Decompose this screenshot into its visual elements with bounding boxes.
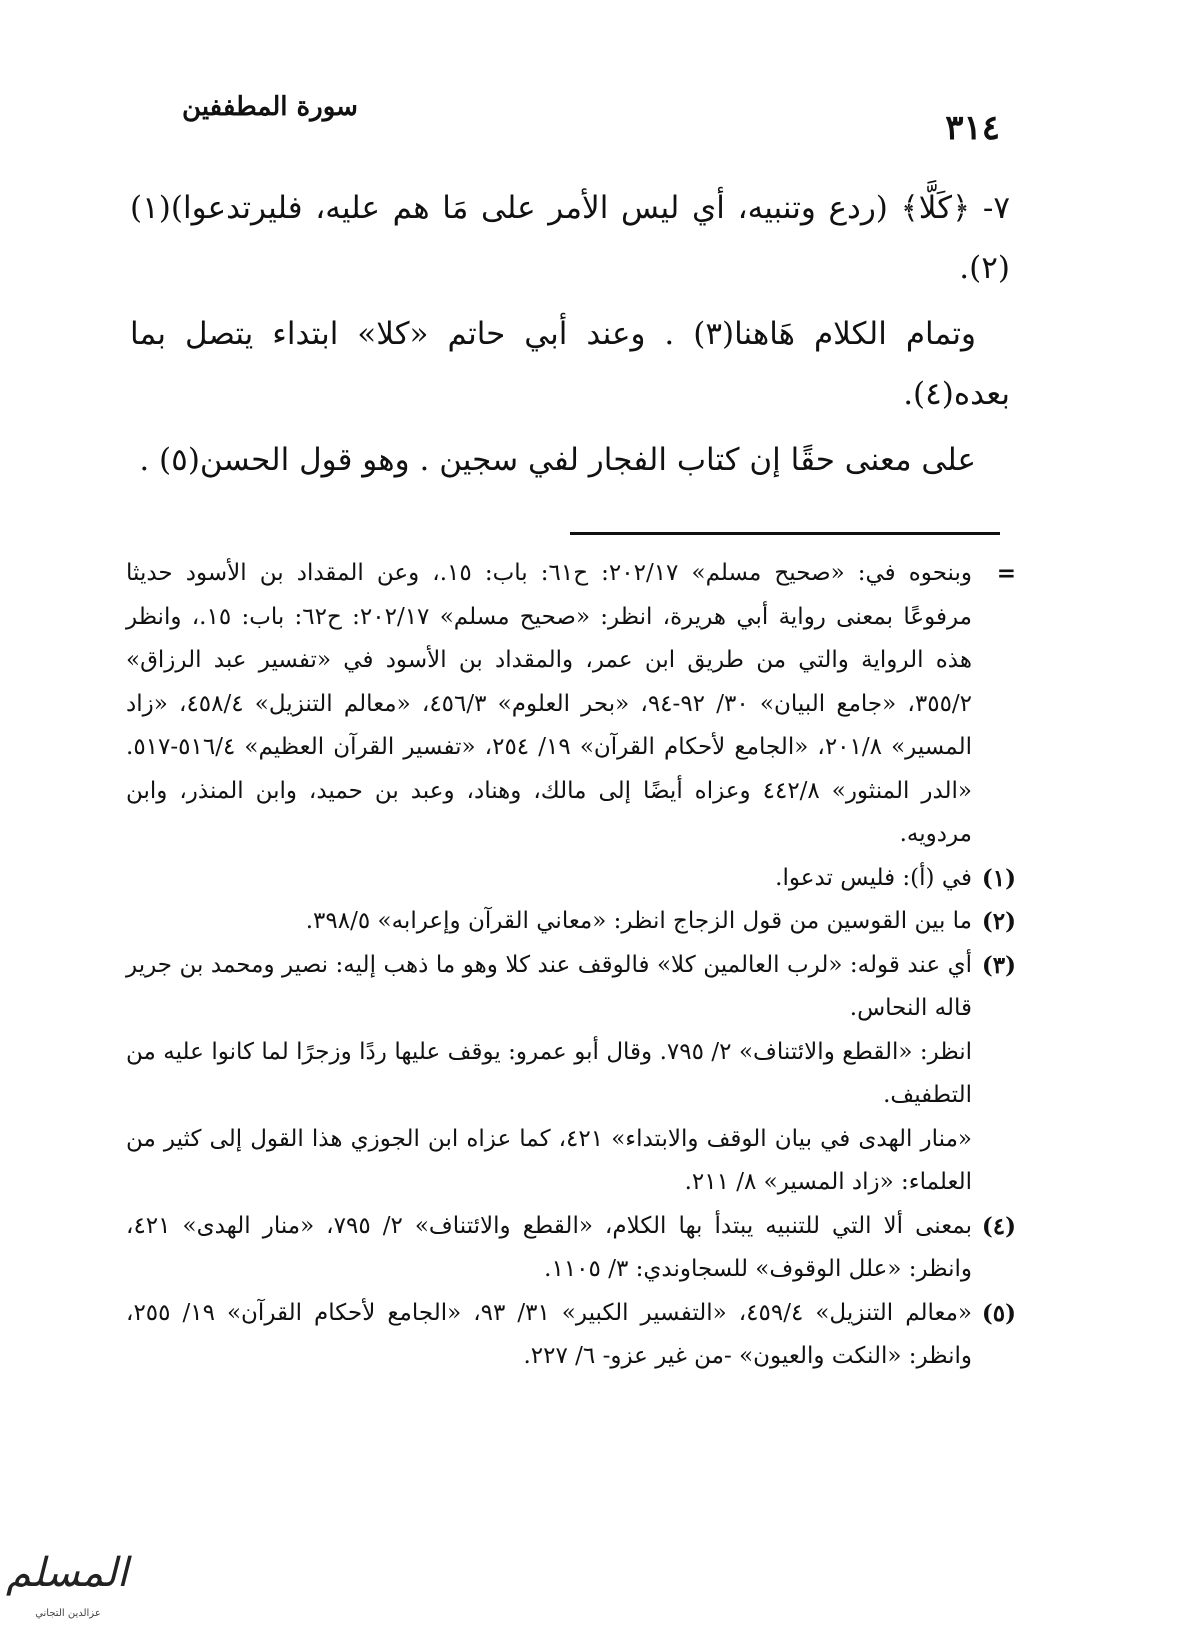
footnote-text: «معالم التنزيل» ٤٥٩/٤، «التفسير الكبير» ٣١/ ٩٣، «الجامع لأحكام القرآن» ١٩/ ٢٥٥، وانظر: «النكت والعيون» -من غير عزو- ٦/ ٢٢٧. — [126, 1299, 973, 1369]
running-header-title: سورة المطففين — [182, 92, 358, 122]
footnote-2 — [126, 900, 1016, 944]
footnote-body — [126, 1205, 972, 1292]
main-paragraph: على معنى حقًا إن كتاب الفجار لفي سجين . وهو قول الحسن(٥) . — [139, 442, 976, 478]
footnote-text: أي عند قوله: «لرب العالمين كلا» فالوقف عند كلا وهو ما ذهب إليه: نصير ومحمد بن جرير قاله النحاس. — [126, 951, 972, 1021]
main-paragraph: ٧- ﴿كَلَّا﴾ (ردع وتنبيه، أي ليس الأمر على مَا هم عليه، فليرتدعوا)(١)(٢). — [130, 190, 1010, 286]
footnote-text: وبنحوه في: «صحيح مسلم» ٢٠٢/١٧: ح٦١: باب: ١٥.، وعن المقداد بن الأسود حديثا مرفوعًا بمعنى رواية أبي هريرة، انظر: «صحيح مسلم» ٢٠٢/١٧: ح٦٢: باب: ١٥.، وانظر هذه الرواية والتي من طريق ابن عمر، والمقداد بن الأسود في «تفسير عبد الرزاق» ٣٥٥/٢، «جامع البيان» ٣٠/ ٩٢-٩٤، «بحر العلوم» ٤٥٦/٣، «معالم التنزيل» ٤٥٨/٤، «زاد المسير» ٢٠١/٨، «الجامع لأحكام القرآن» ١٩/ ٢٥٤، «تفسير القرآن العظيم» ٥١٦/٤-٥١٧. «الدر المنثور» ٤٤٢/٨ وعزاه أيضًا إلى مالك، وهناد، وعبد بن حميد، وابن المنذر، وابن مردويه. — [126, 560, 973, 847]
footnote-marker: (٤) — [981, 1212, 1016, 1240]
watermark-sub-text: عزالدين التجاني — [35, 1608, 101, 1619]
footnote-body — [126, 552, 972, 857]
watermark-logo — [8, 1540, 128, 1630]
footnote-text: بمعنى ألا التي للتنبيه يبتدأ بها الكلام، «القطع والائتناف» ٢/ ٧٩٥، «منار الهدى» ٤٢١، وانظر: «علل الوقوف» للسجاوندي: ٣/ ١١٠٥. — [126, 1212, 972, 1282]
footnote-marker: (١) — [981, 864, 1016, 892]
footnotes — [126, 552, 1016, 1379]
footnote-divider — [570, 532, 1000, 535]
footnote-text: ما بين القوسين من قول الزجاج انظر: «معاني القرآن وإعرابه» ٣٩٨/٥. — [305, 908, 972, 934]
footnote-body — [126, 944, 972, 1205]
footnote-body — [126, 900, 972, 944]
footnote-marker: = — [996, 560, 1016, 587]
footnote-marker: (٣) — [981, 951, 1016, 979]
page-number: ٣١٤ — [945, 108, 1000, 148]
footnote-text: انظر: «القطع والائتناف» ٢/ ٧٩٥. وقال أبو عمرو: يوقف عليها ردًا وزجرًا لما كانوا عليه من التطفيف. — [126, 1038, 973, 1108]
footnote-body — [126, 1292, 972, 1379]
footnote-4 — [126, 1205, 1016, 1292]
footnote-marker: (٢) — [981, 908, 1016, 935]
footnote-5 — [126, 1292, 1016, 1379]
footnote-3 — [126, 944, 1016, 1205]
footnote-body — [126, 857, 972, 901]
footnote-text: «منار الهدى في بيان الوقف والابتداء» ٤٢١، كما عزاه ابن الجوزي هذا القول إلى كثير من العلماء: «زاد المسير» ٨/ ٢١١. — [126, 1125, 972, 1195]
footnote-1 — [126, 857, 1016, 901]
footnote-marker: (٥) — [981, 1299, 1016, 1327]
footnote-text: في (أ): فليس تدعوا. — [775, 864, 972, 891]
footnote-continuation — [126, 552, 1016, 857]
main-text — [130, 178, 1010, 496]
watermark-main-text: المسلم — [6, 1550, 128, 1596]
main-paragraph: وتمام الكلام هَاهنا(٣) . وعند أبي حاتم «كلا» ابتداء يتصل بما بعده(٤). — [130, 316, 1010, 412]
